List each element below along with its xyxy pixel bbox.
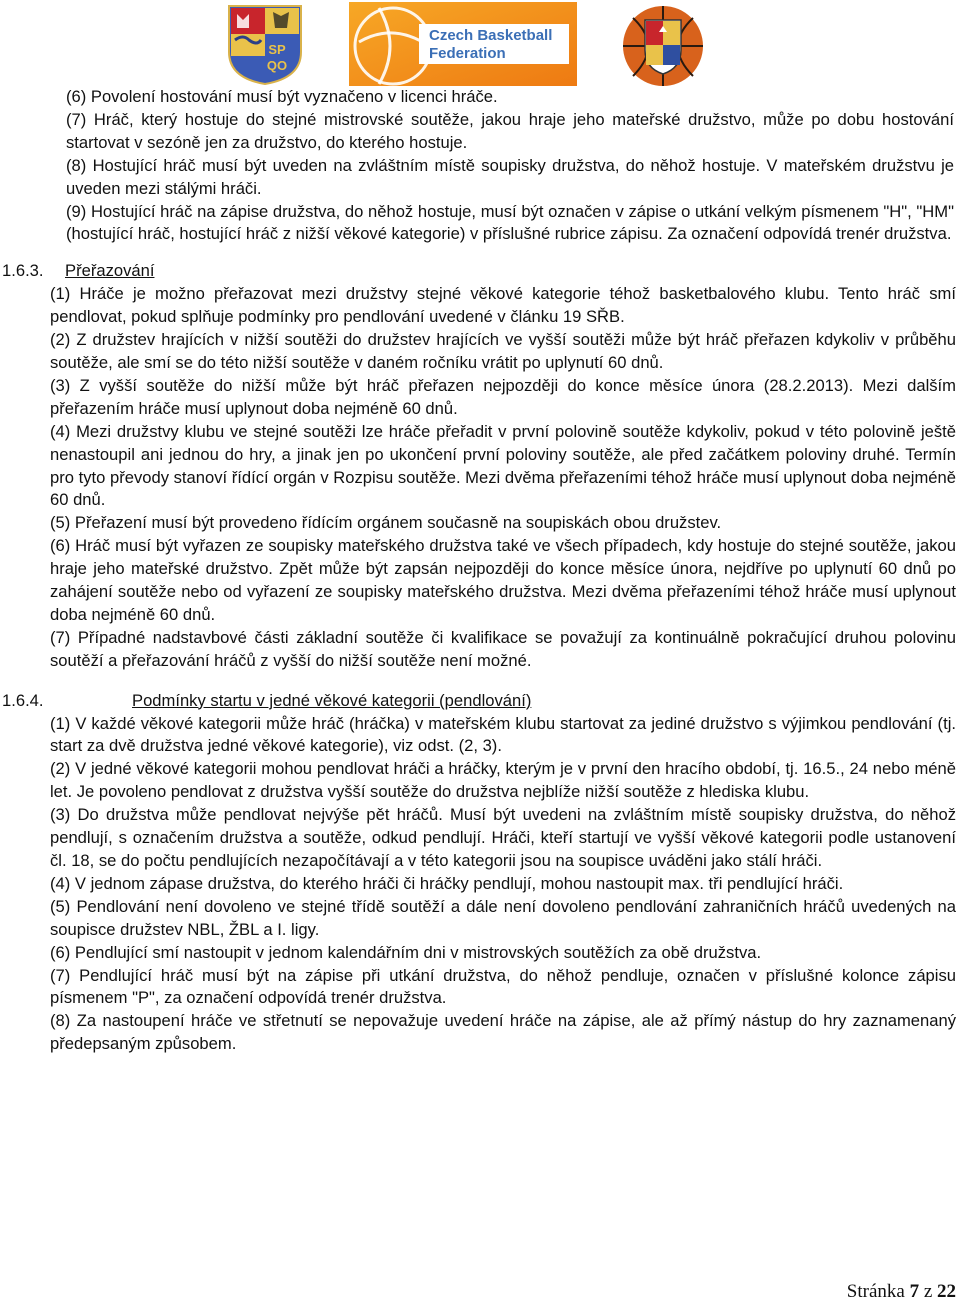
regional-emblem-left-logo <box>225 2 305 86</box>
document-body <box>0 86 960 1056</box>
reassignment-rule-5: (5) Přeřazení musí být provedeno řídícím orgánem současně na soupiskách obou družstev. <box>50 513 722 533</box>
pendling-rule-1: (1) V každé věkové kategorii může hráč (hráčka) v mateřském klubu startovat za jediné družstvo s výjimkou pendlování (tj. start za dvě družstva jedné věkové kategorie), viz odst. (2, 3). <box>50 713 956 756</box>
reassignment-rule-2: (2) Z družstev hrajících v nižší soutěži do družstev hrajících ve vyšší soutěži může být hráč přeřazen kdykoliv v průběhu soutěže, ale smí se do této nižší soutěže v daném ročníku vrátit po uplynutí 60 dnů. <box>50 330 956 372</box>
svg-text:SP: SP <box>268 42 286 57</box>
reassignment-rule-7: (7) Případné nadstavbové části základní soutěže či kvalifikace se považují za kontinuálně pokračující druhou polovinu soutěží a přeřazování hráčů z vyšší do nižší soutěže není možné. <box>50 627 956 670</box>
federation-logo-line1: Czech Basketball <box>429 27 553 44</box>
section-1-6-4 <box>0 690 960 1057</box>
reassignment-rule-6: (6) Hráč musí být vyřazen ze soupisky mateřského družstva také ve všech případech, kdy hostuje do stejné soutěže, jakou hraje jeho mateřské družstvo. Zpět může být zapsán nejpozději do konce měsíce února, nejdříve po uplynutí 60 dnů po zahájení soutěže nebo od vyřazení ze soupisky mateřského družstva. Mezi dvěma přeřazeními téhož hráče musí uplynout doba nejméně 60 dnů. <box>50 536 956 624</box>
page-header <box>0 0 960 92</box>
section-heading <box>0 260 960 283</box>
reassignment-rule-1: (1) Hráče je možno přeřazovat mezi družstvy stejné věkové kategorie téhož basketbalového klubu. Tento hráč smí pendlovat, pokud splňuje podmínky pro pendlování uvedené v článku 19 SŘB. <box>50 284 956 327</box>
page-label: Stránka <box>846 1281 905 1302</box>
pendling-rule-4: (4) V jednom zápase družstva, do kterého hráči či hráčky pendlují, mohou nastoupit max. tři pendlující hráči. <box>50 873 844 893</box>
page-of-label: z <box>923 1281 933 1302</box>
reassignment-rule-3: (3) Z vyšší soutěže do nižší může být hráč přeřazen nejpozději do konce měsíce února (28.2.2013). Mezi dalším přeřazením hráče musí uplynout doba nejméně 60 dnů. <box>50 375 956 418</box>
pendling-rule-5: (5) Pendlování není dovoleno ve stejné třídě soutěží a dále není dovoleno pendlování zahraničních hráčů uvedených na soupisce družstev NBL, ŽBL a I. ligy. <box>50 896 956 939</box>
svg-text:QO: QO <box>266 58 288 73</box>
section-heading <box>0 690 960 713</box>
pendling-rule-6: (6) Pendlující smí nastoupit v jednom kalendářním dni v mistrovských soutěžích za obě družstva. <box>50 942 762 962</box>
hosting-rule-6: (6) Povolení hostování musí být vyznačeno v licenci hráče. <box>66 87 498 106</box>
page-number-footer <box>847 1281 956 1303</box>
total-pages-number: 22 <box>937 1281 956 1302</box>
hosting-rule-7: (7) Hráč, který hostuje do stejné mistrovské soutěže, jakou hraje jeho mateřské družstvo, může po dobu hostování startovat v sezóně jen za družstvo, do kterého hostuje. <box>66 109 954 152</box>
emblem-lettering <box>267 42 287 73</box>
hosting-rules-continued <box>0 86 960 246</box>
pendling-rule-7: (7) Pendlující hráč musí být na zápise při utkání družstva, do něhož pendluje, označen v příslušné kolonce zápisu písmenem "P", za označení odpovídá trenér družstva. <box>50 965 956 1008</box>
section-1-6-3 <box>0 260 960 672</box>
reassignment-rule-4: (4) Mezi družstvy klubu ve stejné soutěži lze hráče přeřadit v první polovině soutěže kdykoliv, pokud v této polovině ještě nenastoupil ani jednou do hry, a jinak jen po ukončení první poloviny soutěže, ale před začátkem poloviny druhé. Termín pro tyto převody stanoví řídící orgán v Rozpisu soutěže. Mezi dvěma přeřazeními téhož hráče musí uplynout doba nejméně 60 dnů. <box>50 421 956 510</box>
pendling-rule-3: (3) Do družstva může pendlovat nejvýše pět hráčů. Musí být uvedeni na zvláštním místě soupisky družstva, do něhož pendlují, s označením družstva a soutěže, odkud pendlují. Hráči, kteří startují ve vyšší věkové kategorii podle ustanovení čl. 18, se do počtu pendlujících nezapočítávají a v této kategorii jsou na soupisce uváděni jako stálí hráči. <box>50 805 956 870</box>
current-page-number: 7 <box>909 1281 920 1302</box>
hosting-rule-8: (8) Hostující hráč musí být uveden na zvláštním místě soupisky družstva, do něhož hostuje. V mateřském družstvu je uveden mezi stálými hráči. <box>66 155 954 198</box>
section-title: Přeřazování <box>65 261 155 281</box>
section-number: 1.6.4. <box>2 690 44 710</box>
hosting-rule-9: (9) Hostující hráč na zápise družstva, do něhož hostuje, musí být označen v zápise o utkání velkým písmenem "H", "HM" (hostující hráč, hostující hráč z nižší věkové kategorie) v příslušné rubrice zápisu. Za označení odpovídá trenér družstva. <box>66 201 954 244</box>
basketball-coat-of-arms-logo <box>619 4 707 88</box>
federation-logo-line2: Federation <box>429 45 506 62</box>
pendling-rule-2: (2) V jedné věkové kategorii mohou pendlovat hráči a hráčky, kterým je v první den hracího období, tj. 16.5., 24 nebo méně let. Je povoleno pendlovat z družstva vyšší soutěže do družstva nejblíže nižší soutěže z hlediska klubu. <box>50 759 956 802</box>
section-title: Podmínky startu v jedné věkové kategorii (pendlování) <box>132 690 532 710</box>
czech-basketball-federation-logo <box>349 2 577 86</box>
section-number: 1.6.3. <box>2 261 44 281</box>
pendling-rule-8: (8) Za nastoupení hráče ve střetnutí se nepovažuje uvedení hráče na zápise, ale až přímý nástup do hry zaznamenaný předepsaným způsobem. <box>50 1011 956 1054</box>
